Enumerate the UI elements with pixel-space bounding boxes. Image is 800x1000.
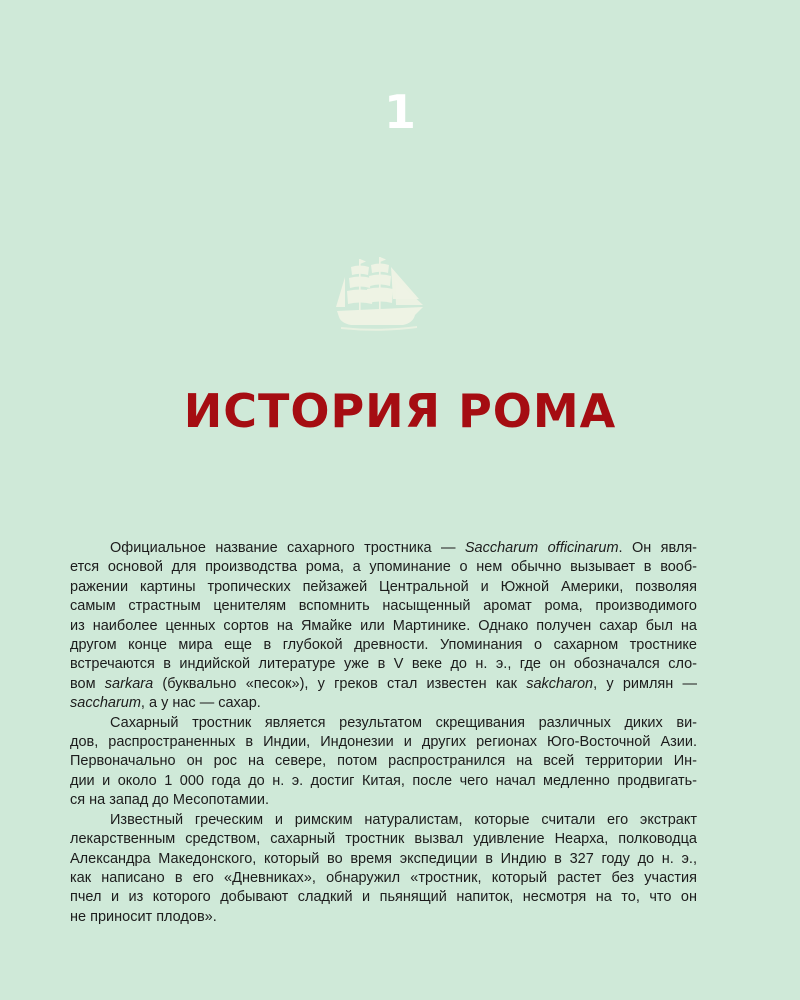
body-text — [70, 539, 697, 927]
paragraph-1-line: ется основой для производства рома, а упоминание о нем обычно вызывает в вооб- — [70, 559, 697, 576]
latin-term: sarkara — [104, 675, 154, 692]
paragraph-3-line: Александра Македонского, который во время экспедиции в Индию в 327 году до н. э., — [70, 850, 697, 867]
paragraph-2-line: Сахарный тростник является результатом скрещивания различных диких ви- — [110, 714, 697, 731]
chapter-title: ИСТОРИЯ РОМА — [183, 384, 617, 438]
chapter-number: 1 — [383, 85, 416, 139]
paragraph-1-line: самым страстным ценителям вспомнить насыщенный аромат рома, производимого — [70, 598, 697, 615]
paragraph-2-line: дии и около 1 000 года до н. э. достиг Китая, после чего начал медленно продвигать- — [70, 772, 697, 789]
paragraph-1-line: из наиболее ценных сортов на Ямайке или Мартинике. Однако получен сахар был на — [70, 617, 697, 634]
paragraph-2-line: Первоначально он рос на севере, потом распространился на всей территории Ин- — [70, 753, 697, 770]
paragraph-3-line: лекарственным средством, сахарный тростник вызвал удивление Неарха, полководца — [70, 831, 697, 848]
paragraph-1-line: вом sarkara (буквально «песок»), у греков стал известен как sakcharon, у римлян — — [70, 675, 697, 692]
paragraph-2-line: дов, распространенных в Индии, Индонезии и других регионах Юго-Восточной Азии. — [70, 734, 697, 751]
sailing-ship-icon — [333, 255, 425, 333]
paragraph-2-line: ся на запад до Месопотамии. — [70, 792, 270, 809]
greek-term: sakcharon — [526, 675, 594, 692]
paragraph-1-line: ражении картины тропических пейзажей Центральной и Южной Америки, позволяя — [70, 578, 697, 595]
latin-term: Saccharum officinarum — [464, 540, 619, 556]
paragraph-1-line: встречаются в индийской литературе уже в V веке до н. э., где он обозначался сло- — [70, 656, 697, 673]
paragraph-3-line: как написано в его «Дневниках», обнаружил «тростник, который растет без участия — [70, 869, 697, 886]
paragraph-1-line: saccharum, а у нас — сахар. — [70, 695, 261, 712]
paragraph-3-line: Известный греческим и римским натуралистам, которые считали его экстракт — [110, 811, 697, 828]
paragraph-1-line: другом конце мира еще в глубокой древности. Упоминания о сахарном тростнике — [70, 637, 697, 654]
paragraph-1-line: Официальное название сахарного тростника — Saccharum officinarum. Он явля- — [110, 540, 697, 556]
paragraph-3-line: не приносит плодов». — [70, 908, 217, 925]
latin-term: saccharum — [70, 695, 141, 712]
paragraph-3-line: пчел и из которого добывают сладкий и пьянящий напиток, несмотря на то, что он — [70, 889, 697, 906]
